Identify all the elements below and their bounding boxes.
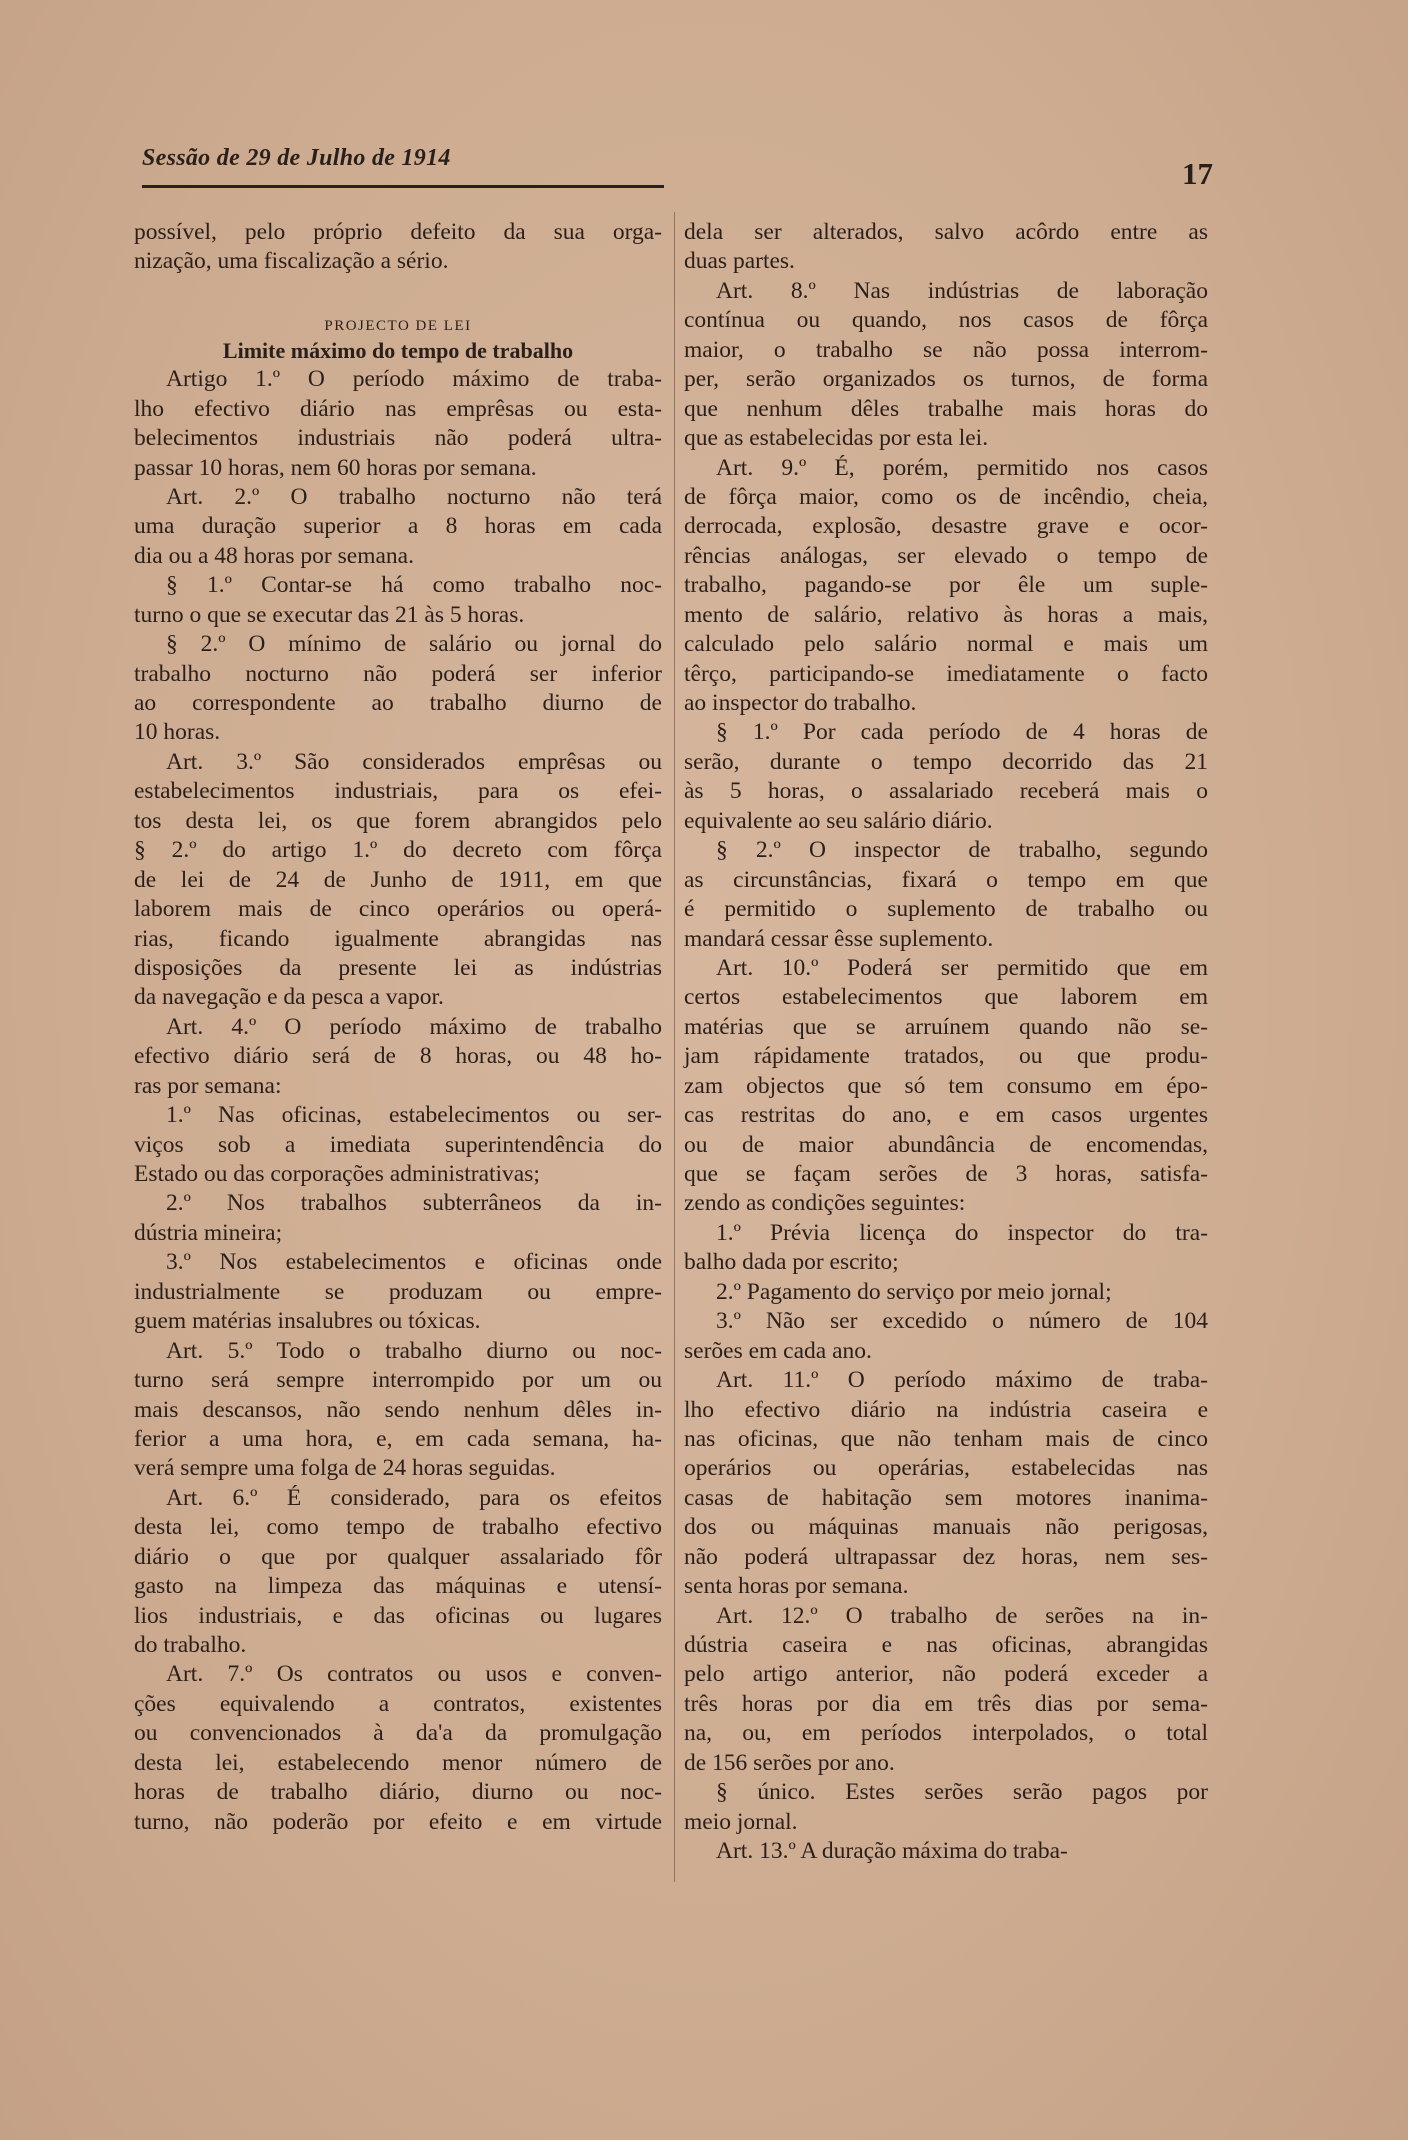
text-line: ao inspector do trabalho. [684, 690, 917, 716]
text-line: gasto na limpeza das máquinas e utensí- [134, 1573, 662, 1600]
text-line: § 1.º Por cada período de 4 horas de [716, 719, 1208, 746]
text-line: trabalho nocturno não poderá ser inferior [134, 660, 662, 687]
text-line: pelo artigo anterior, não poderá exceder a [684, 1661, 1208, 1688]
text-line: Art. 13.º A duração máxima do traba- [716, 1838, 1068, 1865]
text-line: operários ou operárias, estabelecidas nas [684, 1455, 1208, 1482]
text-line: possível, pelo próprio defeito da sua orga- [134, 219, 662, 245]
text-line: de lei de 24 de Junho de 1911, em que [134, 866, 662, 893]
text-line: zam objectos que só tem consumo em épo- [684, 1072, 1208, 1099]
text-line: § único. Estes serões serão pagos por [716, 1779, 1208, 1806]
text-line: Art. 9.º É, porém, permitido nos casos [716, 454, 1208, 481]
text-line: rias, ficando igualmente abrangidas nas [134, 925, 662, 952]
text-line: dos ou máquinas manuais não perigosas, [684, 1514, 1208, 1541]
text-line: tos desta lei, os que forem abrangidos pelo [134, 807, 662, 834]
left-column [134, 218, 662, 1837]
text-line: Estado ou das corporações administrativas; [134, 1161, 540, 1187]
text-line: serão, durante o tempo decorrido das 21 [684, 748, 1208, 775]
text-line: dia ou a 48 horas por semana. [134, 542, 414, 569]
column-divider [674, 212, 675, 1882]
text-line: 3.º Não ser excedido o número de 104 [716, 1308, 1208, 1335]
text-line: 3.º Nos estabelecimentos e oficinas onde [166, 1249, 662, 1276]
text-line: horas de trabalho diário, diurno ou noc- [134, 1779, 662, 1806]
text-line: disposições da presente lei as indústrias [134, 954, 662, 981]
text-line: laborem mais de cinco operários ou operá- [134, 896, 662, 923]
text-line: nização, uma fiscalização a sério. [134, 248, 449, 275]
text-line: equivalente ao seu salário diário. [684, 807, 993, 834]
text-line: Art. 11.º O período máximo de traba- [716, 1367, 1208, 1394]
text-line: turno será sempre interrompido por um ou [134, 1367, 662, 1394]
text-line: 1.º Prévia licença do inspector do tra- [716, 1219, 1208, 1246]
text-line: guem matérias insalubres ou tóxicas. [134, 1308, 481, 1335]
text-line: mandará cessar êsse suplemento. [684, 925, 994, 952]
text-line: ras por semana: [134, 1072, 282, 1099]
text-line: de 156 serões por ano. [684, 1749, 895, 1776]
text-line: ao correspondente ao trabalho diurno de [134, 690, 662, 716]
text-line: desta lei, estabelecendo menor número de [134, 1749, 662, 1776]
text-line: efectivo diário será de 8 horas, ou 48 ho- [134, 1043, 662, 1070]
text-line: às 5 horas, o assalariado receberá mais o [684, 778, 1208, 805]
text-line: nas oficinas, que não tenham mais de cinco [684, 1425, 1208, 1452]
text-line: PROJECTO DE LEI [324, 318, 472, 335]
text-line: as circunstâncias, fixará o tempo em que [684, 866, 1208, 893]
header-rule [142, 185, 664, 188]
text-line: Art. 10.º Poderá ser permitido que em [716, 954, 1208, 981]
text-line [134, 277, 662, 306]
text-line: calculado pelo salário normal e mais um [684, 631, 1208, 658]
text-line: turno o que se executar das 21 às 5 horas. [134, 601, 525, 628]
text-line: 2.º Pagamento do serviço por meio jornal; [716, 1278, 1112, 1305]
text-line: ou de maior abundância de encomendas, [684, 1131, 1208, 1158]
text-line: matérias que se arruínem quando não se- [684, 1013, 1208, 1040]
text-line: Art. 7.º Os contratos ou usos e conven- [166, 1661, 662, 1688]
text-line: § 1.º Contar-se há como trabalho noc- [166, 572, 662, 599]
text-line: Artigo 1.º O período máximo de traba- [166, 366, 662, 393]
right-column [684, 218, 1208, 1867]
text-line: Art. 12.º O trabalho de serões na in- [716, 1602, 1208, 1629]
text-line: contínua ou quando, nos casos de fôrça [684, 307, 1208, 334]
text-line: dela ser alterados, salvo acôrdo entre as [684, 219, 1208, 245]
text-line: é permitido o suplemento de trabalho ou [684, 896, 1208, 923]
text-line: lho efectivo diário na indústria caseira e [684, 1396, 1208, 1423]
text-line: per, serão organizados os turnos, de forma [684, 366, 1208, 393]
text-line: jam rápidamente tratados, ou que produ- [684, 1043, 1208, 1070]
text-line: derrocada, explosão, desastre grave e ocor- [684, 513, 1208, 540]
text-line: casas de habitação sem motores inanima- [684, 1484, 1208, 1511]
text-line: ções equivalendo a contratos, existentes [134, 1690, 662, 1717]
text-line: Art. 2.º O trabalho nocturno não terá [166, 483, 662, 510]
running-head: Sessão de 29 de Julho de 1914 [142, 145, 451, 171]
text-line: Art. 4.º O período máximo de trabalho [166, 1013, 662, 1040]
text-line: desta lei, como tempo de trabalho efectivo [134, 1514, 662, 1541]
text-line: rências análogas, ser elevado o tempo de [684, 542, 1208, 569]
text-line: mento de salário, relativo às horas a mais, [684, 601, 1208, 628]
text-line: balho dada por escrito; [684, 1249, 899, 1276]
text-line: belecimentos industriais não poderá ultra- [134, 425, 662, 452]
text-line: têrço, participando-se imediatamente o facto [684, 660, 1208, 687]
text-line: que as estabelecidas por esta lei. [684, 425, 989, 452]
text-line: que se façam serões de 3 horas, satisfa- [684, 1161, 1208, 1187]
text-line: zendo as condições seguintes: [684, 1190, 966, 1217]
text-line: que nenhum dêles trabalhe mais horas do [684, 395, 1208, 422]
text-line: maior, o trabalho se não possa interrom- [684, 336, 1208, 363]
text-line: lho efectivo diário nas emprêsas ou esta- [134, 395, 662, 422]
text-line: não poderá ultrapassar dez horas, nem ses- [684, 1543, 1208, 1570]
text-line: ferior a uma hora, e, em cada semana, ha- [134, 1425, 662, 1452]
text-line: verá sempre uma folga de 24 horas seguidas. [134, 1455, 556, 1482]
text-line: ou convencionados à da'a da promulgação [134, 1720, 662, 1747]
text-line: diário o que por qualquer assalariado fôr [134, 1543, 662, 1570]
page-number: 17 [1182, 156, 1213, 191]
text-line: de fôrça maior, como os de incêndio, cheia, [684, 483, 1208, 510]
text-line: Art. 8.º Nas indústrias de laboração [716, 277, 1208, 304]
text-line: na, ou, em períodos interpolados, o total [684, 1720, 1208, 1747]
text-line: passar 10 horas, nem 60 horas por semana. [134, 454, 537, 481]
text-line: mais descansos, não sendo nenhum dêles in- [134, 1396, 662, 1423]
text-line: da navegação e da pesca a vapor. [134, 984, 444, 1011]
text-line: dústria mineira; [134, 1219, 283, 1246]
text-line: uma duração superior a 8 horas em cada [134, 513, 662, 540]
text-line: Limite máximo do tempo de trabalho [222, 337, 574, 363]
text-line: três horas por dia em três dias por sema- [684, 1690, 1208, 1717]
text-line: Art. 3.º São considerados emprêsas ou [166, 748, 662, 775]
text-line: lios industriais, e das oficinas ou lugares [134, 1602, 662, 1629]
text-line: certos estabelecimentos que laborem em [684, 984, 1208, 1011]
text-line: trabalho, pagando-se por êle um suple- [684, 572, 1208, 599]
text-line: dústria caseira e nas oficinas, abrangidas [684, 1632, 1208, 1658]
text-line: Art. 5.º Todo o trabalho diurno ou noc- [166, 1337, 662, 1364]
text-line: serões em cada ano. [684, 1337, 872, 1364]
text-line: viços sob a imediata superintendência do [134, 1131, 662, 1158]
text-line: § 2.º do artigo 1.º do decreto com fôrça [134, 837, 662, 864]
text-line: do trabalho. [134, 1632, 247, 1658]
text-line: duas partes. [684, 248, 795, 275]
text-line: 10 horas. [134, 719, 221, 746]
text-line: industrialmente se produzam ou empre- [134, 1278, 662, 1305]
text-line: estabelecimentos industriais, para os efei- [134, 778, 662, 805]
text-line: cas restritas do ano, e em casos urgentes [684, 1102, 1208, 1129]
text-line: meio jornal. [684, 1808, 798, 1835]
text-line: 1.º Nas oficinas, estabelecimentos ou ser- [166, 1102, 662, 1129]
text-line: § 2.º O inspector de trabalho, segundo [716, 837, 1208, 864]
text-line: turno, não poderão por efeito e em virtude [134, 1808, 662, 1835]
text-line: senta horas por semana. [684, 1573, 909, 1600]
text-line: § 2.º O mínimo de salário ou jornal do [166, 631, 662, 658]
text-line: 2.º Nos trabalhos subterrâneos da in- [166, 1190, 662, 1217]
text-line: Art. 6.º É considerado, para os efeitos [166, 1484, 662, 1511]
